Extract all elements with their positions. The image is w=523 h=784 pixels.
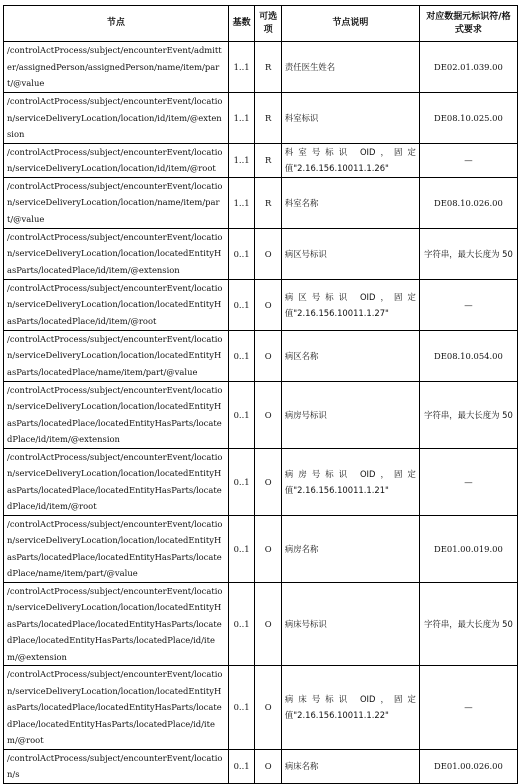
node-spec-table [3, 5, 518, 784]
description-cell: 病房号标识 OID，固定值"2.16.156.10011.1.21" [281, 448, 419, 515]
optional-cell: R [255, 93, 282, 144]
description-cell: 病房号标识 [281, 381, 419, 448]
table-row [4, 582, 518, 666]
table-header-row [4, 6, 518, 42]
table-row [4, 279, 518, 330]
description-cell: 病床名称 [281, 749, 419, 783]
cardinality-cell: 0..1 [228, 582, 255, 666]
table-row [4, 448, 518, 515]
optional-cell: O [255, 381, 282, 448]
node-path-cell: /controlActProcess/subject/encounterEvent/location/serviceDeliveryLocation/location/locatedEntityHasParts/locatedPlace/locatedEntityHasParts/locatedPlace/locatedEntityHasParts/locatedPlace/id/item/@root [4, 666, 229, 750]
cardinality-cell: 1..1 [228, 177, 255, 228]
optional-cell: O [255, 448, 282, 515]
header-description: 节点说明 [281, 6, 419, 42]
table-row [4, 93, 518, 144]
optional-cell: O [255, 582, 282, 666]
format-cell: DE01.00.019.00 [419, 515, 517, 582]
cardinality-cell: 1..1 [228, 42, 255, 93]
table-row [4, 749, 518, 783]
node-path-cell: /controlActProcess/subject/encounterEvent/location/serviceDeliveryLocation/location/locatedEntityHasParts/locatedPlace/locatedEntityHasParts/locatedPlace/locatedEntityHasParts/locatedPlace/id/item/@extension [4, 582, 229, 666]
cardinality-cell: 1..1 [228, 143, 255, 177]
format-cell: 字符串，最大长度为 50 [419, 381, 517, 448]
optional-cell: O [255, 279, 282, 330]
format-cell: — [419, 279, 517, 330]
cardinality-cell: 0..1 [228, 279, 255, 330]
header-optional: 可选项 [255, 6, 282, 42]
optional-cell: O [255, 749, 282, 783]
description-cell: 病床号标识 OID，固定值"2.16.156.10011.1.22" [281, 666, 419, 750]
node-path-cell: /controlActProcess/subject/encounterEvent/location/serviceDeliveryLocation/location/locatedEntityHasParts/locatedPlace/locatedEntityHasParts/locatedPlace/id/item/@root [4, 448, 229, 515]
format-cell: 字符串，最大长度为 50 [419, 228, 517, 279]
cardinality-cell: 0..1 [228, 666, 255, 750]
table-body [4, 42, 518, 784]
node-path-cell: /controlActProcess/subject/encounterEvent/location/serviceDeliveryLocation/location/id/item/@root [4, 143, 229, 177]
optional-cell: R [255, 177, 282, 228]
format-cell: DE01.00.026.00 [419, 749, 517, 783]
format-cell: DE08.10.025.00 [419, 93, 517, 144]
header-cardinality: 基数 [228, 6, 255, 42]
table-row [4, 228, 518, 279]
table-row [4, 42, 518, 93]
description-cell: 病房名称 [281, 515, 419, 582]
optional-cell: R [255, 143, 282, 177]
description-cell: 病区号标识 [281, 228, 419, 279]
node-path-cell: /controlActProcess/subject/encounterEvent/admitter/assignedPerson/assignedPerson/name/item/part/@value [4, 42, 229, 93]
description-cell: 科室名称 [281, 177, 419, 228]
cardinality-cell: 0..1 [228, 228, 255, 279]
format-cell: — [419, 666, 517, 750]
header-node: 节点 [4, 6, 229, 42]
optional-cell: R [255, 42, 282, 93]
table-row [4, 515, 518, 582]
description-cell: 责任医生姓名 [281, 42, 419, 93]
cardinality-cell: 0..1 [228, 448, 255, 515]
format-cell: DE08.10.054.00 [419, 330, 517, 381]
node-path-cell: /controlActProcess/subject/encounterEvent/location/serviceDeliveryLocation/location/locatedEntityHasParts/locatedPlace/locatedEntityHasParts/locatedPlace/id/item/@extension [4, 381, 229, 448]
optional-cell: O [255, 515, 282, 582]
cardinality-cell: 0..1 [228, 381, 255, 448]
format-cell: DE08.10.026.00 [419, 177, 517, 228]
format-cell: — [419, 143, 517, 177]
cardinality-cell: 1..1 [228, 93, 255, 144]
format-cell: 字符串，最大长度为 50 [419, 582, 517, 666]
description-cell: 科室标识 [281, 93, 419, 144]
table-row [4, 666, 518, 750]
table-row [4, 381, 518, 448]
node-path-cell: /controlActProcess/subject/encounterEvent/location/serviceDeliveryLocation/location/locatedEntityHasParts/locatedPlace/name/item/part/@value [4, 330, 229, 381]
header-format: 对应数据元标识符/格式要求 [419, 6, 517, 42]
cardinality-cell: 0..1 [228, 749, 255, 783]
cardinality-cell: 0..1 [228, 515, 255, 582]
description-cell: 科室号标识 OID，固定值"2.16.156.10011.1.26" [281, 143, 419, 177]
optional-cell: O [255, 228, 282, 279]
table-row [4, 330, 518, 381]
description-cell: 病床号标识 [281, 582, 419, 666]
table-row [4, 143, 518, 177]
cardinality-cell: 0..1 [228, 330, 255, 381]
node-path-cell: /controlActProcess/subject/encounterEvent/location/serviceDeliveryLocation/location/locatedEntityHasParts/locatedPlace/id/item/@root [4, 279, 229, 330]
format-cell: — [419, 448, 517, 515]
node-path-cell: /controlActProcess/subject/encounterEvent/location/serviceDeliveryLocation/location/id/item/@extension [4, 93, 229, 144]
node-path-cell: /controlActProcess/subject/encounterEvent/location/serviceDeliveryLocation/location/locatedEntityHasParts/locatedPlace/locatedEntityHasParts/locatedPlace/name/item/part/@value [4, 515, 229, 582]
node-path-cell: /controlActProcess/subject/encounterEvent/location/s [4, 749, 229, 783]
description-cell: 病区号标识 OID，固定值"2.16.156.10011.1.27" [281, 279, 419, 330]
optional-cell: O [255, 666, 282, 750]
optional-cell: O [255, 330, 282, 381]
description-cell: 病区名称 [281, 330, 419, 381]
node-path-cell: /controlActProcess/subject/encounterEvent/location/serviceDeliveryLocation/location/locatedEntityHasParts/locatedPlace/id/item/@extension [4, 228, 229, 279]
format-cell: DE02.01.039.00 [419, 42, 517, 93]
table-row [4, 177, 518, 228]
node-path-cell: /controlActProcess/subject/encounterEvent/location/serviceDeliveryLocation/location/name/item/part/@value [4, 177, 229, 228]
